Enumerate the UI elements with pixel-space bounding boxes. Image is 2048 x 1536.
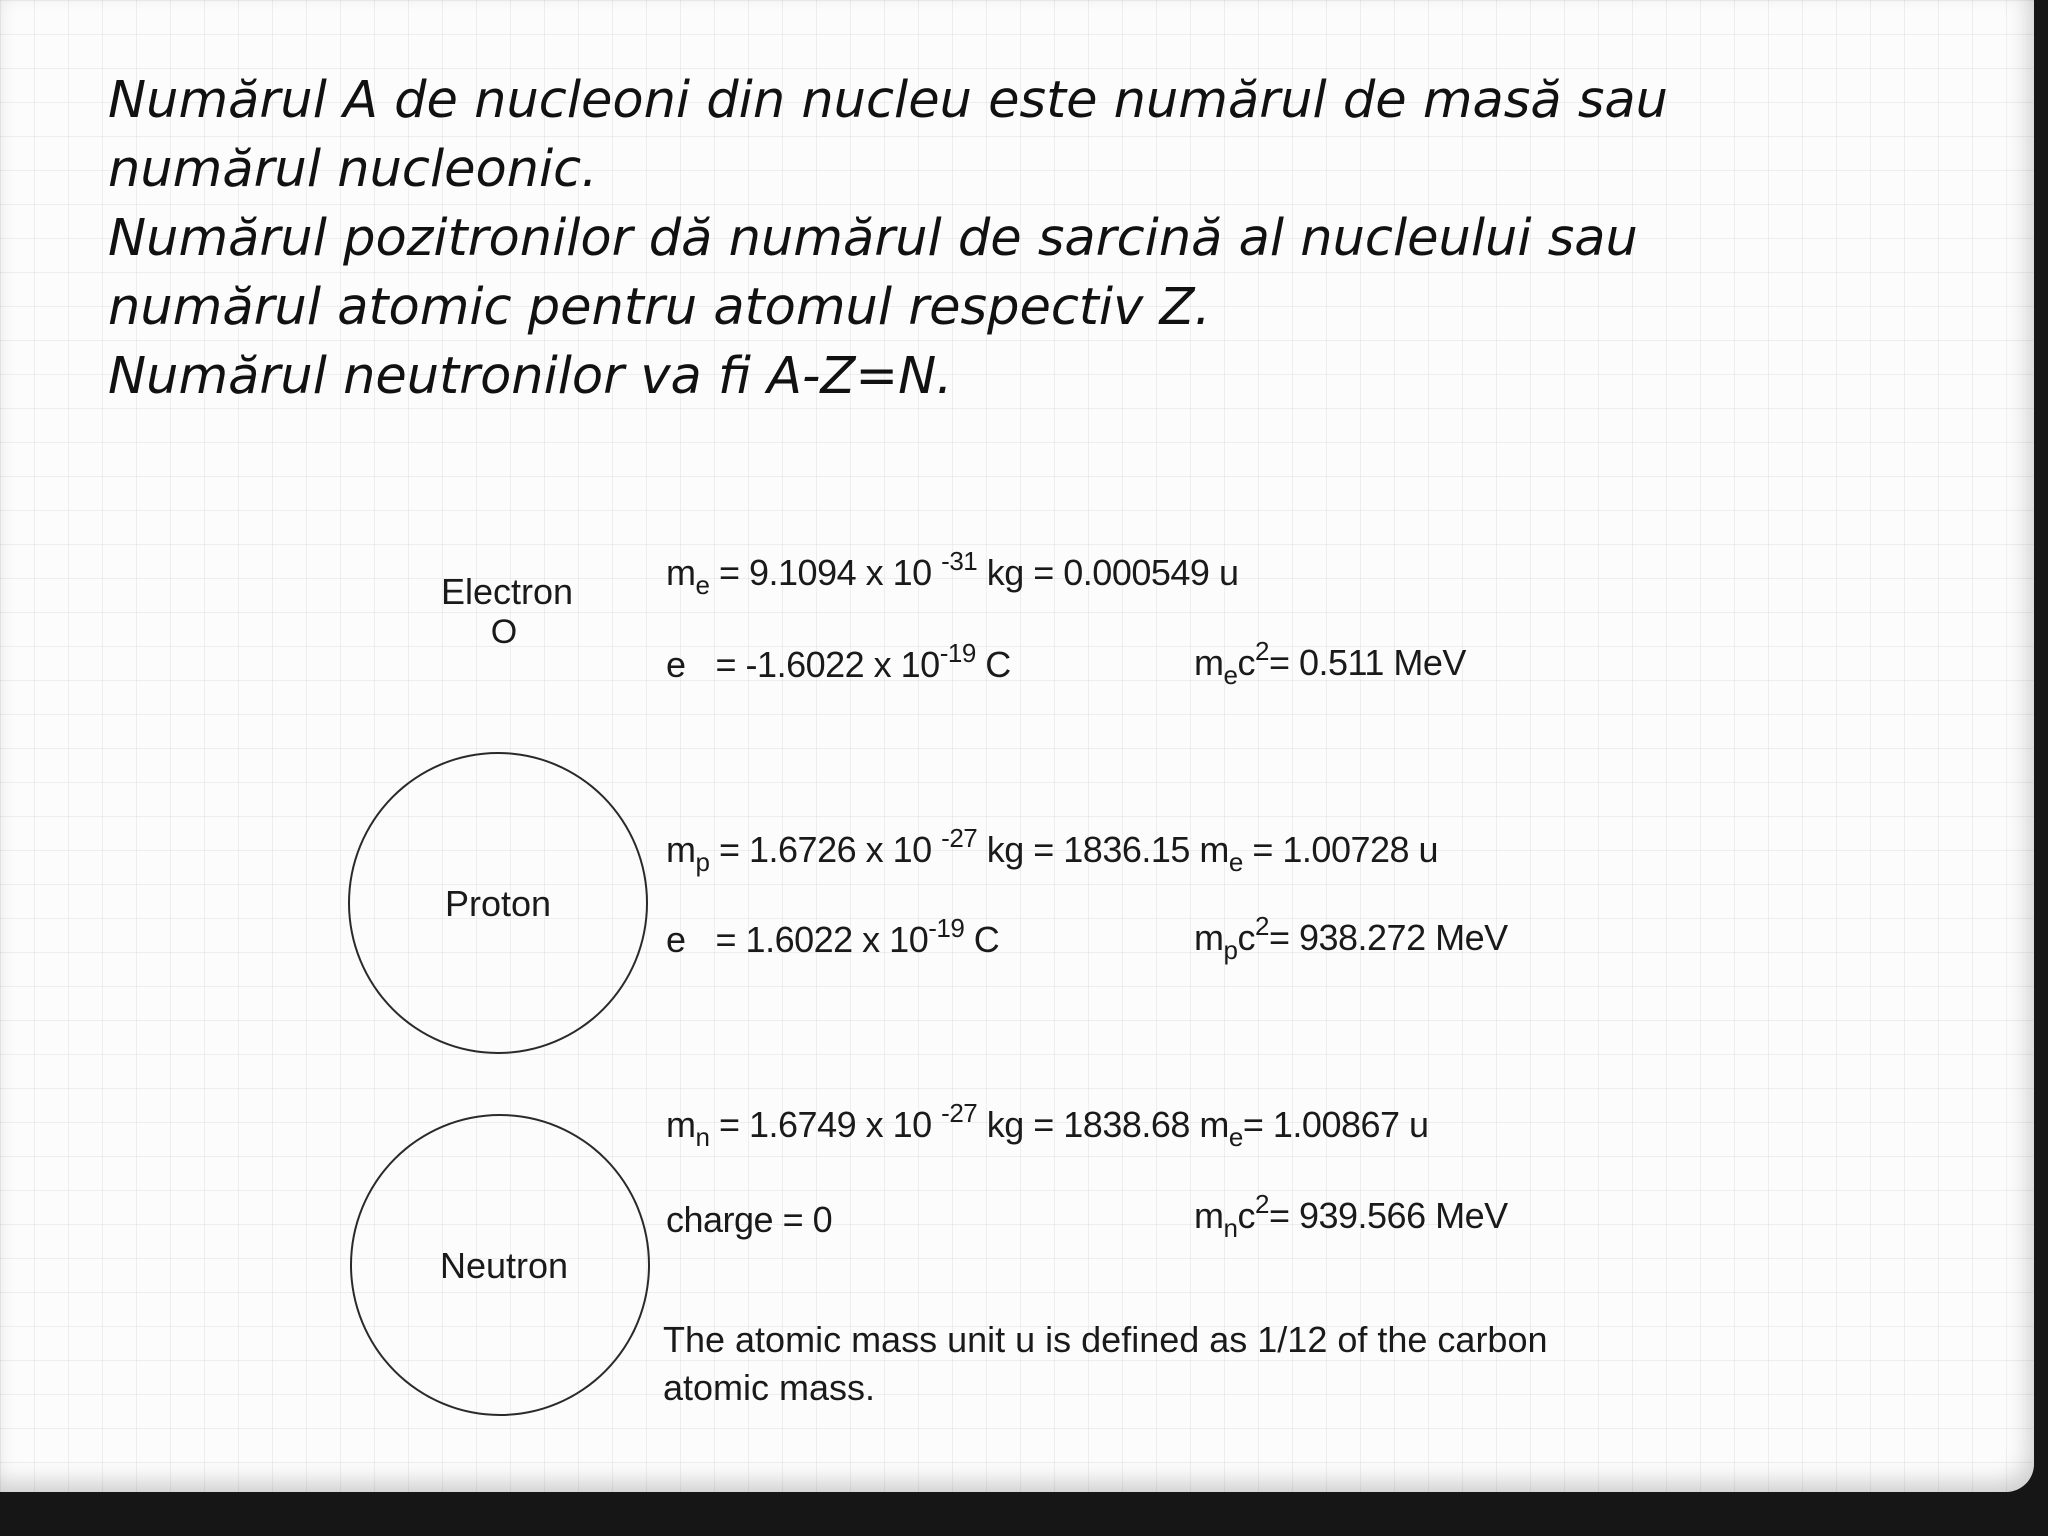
proton-mass-ratio: kg = 1836.15 m	[977, 829, 1229, 870]
note-line: The atomic mass unit u is defined as 1/12 of the carbon	[663, 1319, 1548, 1360]
intro-line: Numărul pozitronilor dă numărul de sarcină al nucleului sau	[108, 209, 1638, 268]
electron-symbol: O	[490, 613, 518, 651]
proton-mass-unit: = 1.00728 u	[1242, 829, 1439, 870]
electron-mass	[666, 546, 1239, 600]
neutron-mass-subscript: n	[695, 1122, 710, 1152]
neutron-mass-ratio-subscript: e	[1228, 1122, 1243, 1152]
electron-energy-value: = 0.511 MeV	[1268, 642, 1466, 683]
proton-energy-subscript: p	[1223, 935, 1238, 965]
electron-charge-unit: C	[975, 644, 1011, 685]
note-line: atomic mass.	[663, 1367, 876, 1408]
proton-charge	[666, 913, 1000, 960]
intro-line: numărul nucleonic.	[108, 140, 598, 199]
proton-mass-subscript: p	[695, 847, 710, 877]
proton-energy-value: = 938.272 MeV	[1268, 917, 1508, 958]
neutron-mass-value: = 1.6749 x 10	[709, 1104, 942, 1145]
neutron-mass-ratio: kg = 1838.68 m	[977, 1104, 1229, 1145]
electron-mass-subscript: e	[695, 570, 710, 600]
neutron-mass-unit: = 1.00867 u	[1242, 1104, 1429, 1145]
proton-rest-energy	[1194, 911, 1508, 965]
electron-label: Electron	[440, 571, 574, 612]
intro-line: Numărul A de nucleoni din nucleu este numărul de masă sau	[108, 71, 1668, 130]
neutron-mass-symbol: m	[666, 1104, 696, 1145]
electron-mass-value: = 9.1094 x 10	[709, 552, 942, 593]
neutron-energy-symbol: m	[1194, 1195, 1224, 1236]
proton-mass	[666, 823, 1439, 877]
electron-charge	[666, 638, 1011, 685]
electron-charge-value: = -1.6022 x 10	[715, 644, 940, 685]
neutron-mass	[666, 1098, 1429, 1152]
neutron-energy-value: = 939.566 MeV	[1268, 1195, 1508, 1236]
proton-charge-exponent: -19	[928, 913, 965, 943]
neutron-energy-c: c	[1237, 1195, 1255, 1236]
electron-energy-c: c	[1237, 642, 1255, 683]
proton-mass-ratio-subscript: e	[1228, 847, 1243, 877]
neutron-charge: charge = 0	[666, 1199, 833, 1240]
proton-charge-symbol: e	[666, 919, 686, 960]
proton-energy-exponent: 2	[1254, 911, 1269, 941]
neutron-label: Neutron	[439, 1245, 569, 1286]
atomic-mass-unit-note	[663, 1316, 1548, 1412]
proton-mass-value: = 1.6726 x 10	[709, 829, 942, 870]
proton-label: Proton	[444, 883, 552, 924]
electron-rest-energy	[1194, 636, 1466, 690]
neutron-mass-exponent: -27	[941, 1098, 978, 1128]
proton-mass-exponent: -27	[941, 823, 978, 853]
intro-line: numărul atomic pentru atomul respectiv Z.	[108, 278, 1211, 337]
neutron-rest-energy	[1194, 1189, 1508, 1243]
proton-charge-value: = 1.6022 x 10	[715, 919, 929, 960]
electron-mass-exponent: -31	[941, 546, 978, 576]
electron-charge-symbol: e	[666, 644, 686, 685]
electron-mass-symbol: m	[666, 552, 696, 593]
proton-energy-symbol: m	[1194, 917, 1224, 958]
electron-charge-exponent: -19	[939, 638, 976, 668]
electron-energy-symbol: m	[1194, 642, 1224, 683]
proton-charge-unit: C	[964, 919, 1000, 960]
electron-mass-unit: kg = 0.000549 u	[977, 552, 1239, 593]
proton-energy-c: c	[1237, 917, 1255, 958]
electron-energy-exponent: 2	[1254, 636, 1269, 666]
neutron-energy-subscript: n	[1223, 1213, 1238, 1243]
electron-energy-subscript: e	[1223, 660, 1238, 690]
proton-mass-symbol: m	[666, 829, 696, 870]
neutron-energy-exponent: 2	[1254, 1189, 1269, 1219]
intro-line: Numărul neutronilor va fi A-Z=N.	[108, 347, 953, 406]
